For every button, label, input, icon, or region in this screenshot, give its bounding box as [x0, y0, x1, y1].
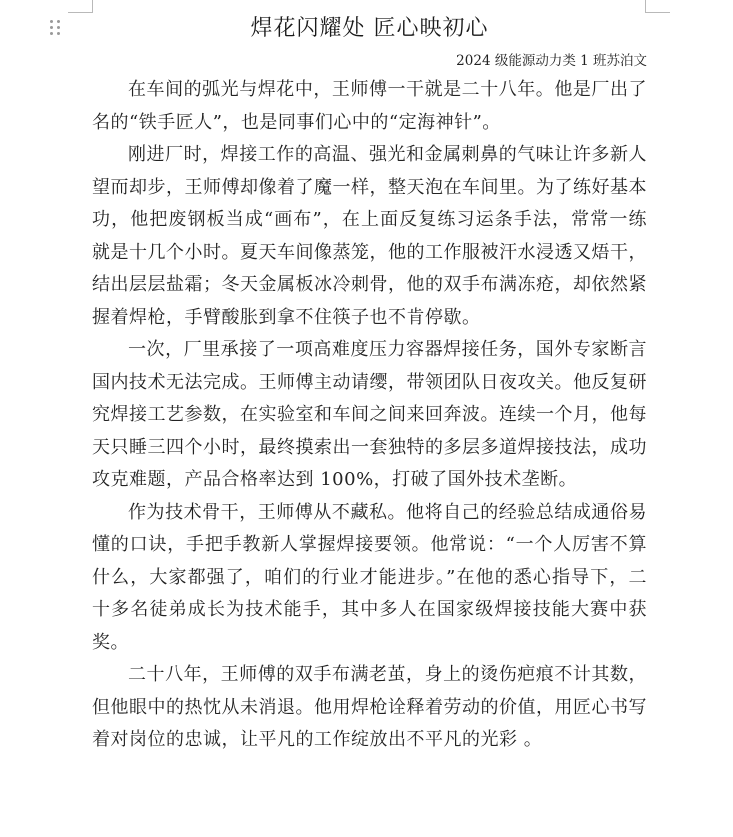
- page-corner-mark-left: [68, 0, 93, 13]
- paragraph-2: 刚进厂时，焊接工作的高温、强光和金属刺鼻的气味让许多新人望而却步，王师傅却像着了魔一样，整天泡在车间里。为了练好基本功，他把废钢板当成“画布”，在上面反复练习运条手法，常常一练就是十几个小时。夏天车间像蒸笼，他的工作服被汗水浸透又焐干，结出层层盐霜；冬天金属板冰冷刺骨，他的双手布满冻疮，却依然紧握着焊枪，手臂酸胀到拿不住筷子也不肯停歇。: [92, 144, 647, 328]
- paragraph-5: 二十八年，王师傅的双手布满老茧，身上的烫伤疤痕不计其数，但他眼中的热忱从未消退。他用焊枪诠释着劳动的价值，用匠心书写着对岗位的忠诚，让平凡的工作绽放出不平凡的光彩 。: [92, 664, 647, 750]
- paragraph-3: 一次，厂里承接了一项高难度压力容器焊接任务，国外专家断言国内技术无法完成。王师傅主动请缨，带领团队日夜攻关。他反复研究焊接工艺参数，在实验室和车间之间来回奔波。连续一个月，他每天只睡三四个小时，最终摸索出一套独特的多层多道焊接技法，成功攻克难题，产品合格率达到 100%，打破了国外技术垄断。: [92, 339, 647, 490]
- drag-handle-icon[interactable]: [50, 20, 62, 36]
- document-page[interactable]: [92, 12, 647, 757]
- document-title: 焊花闪耀处 匠心映初心: [250, 16, 489, 41]
- page-corner-mark-right: [645, 0, 670, 13]
- paragraph-1: 在车间的弧光与焊花中，王师傅一干就是二十八年。他是厂出了名的“铁手匠人”，也是同事们心中的“定海神针”。: [92, 79, 647, 133]
- paragraph-4: 作为技术骨干，王师傅从不藏私。他将自己的经验总结成通俗易懂的口诀，手把手教新人掌握焊接要领。他常说：“一个人厉害不算什么，大家都强了，咱们的行业才能进步。”在他的悉心指导下，二十多名徒弟成长为技术能手，其中多人在国家级焊接技能大赛中获奖。: [92, 501, 647, 653]
- document-byline: 2024 级能源动力类 1 班苏泊文: [456, 53, 647, 69]
